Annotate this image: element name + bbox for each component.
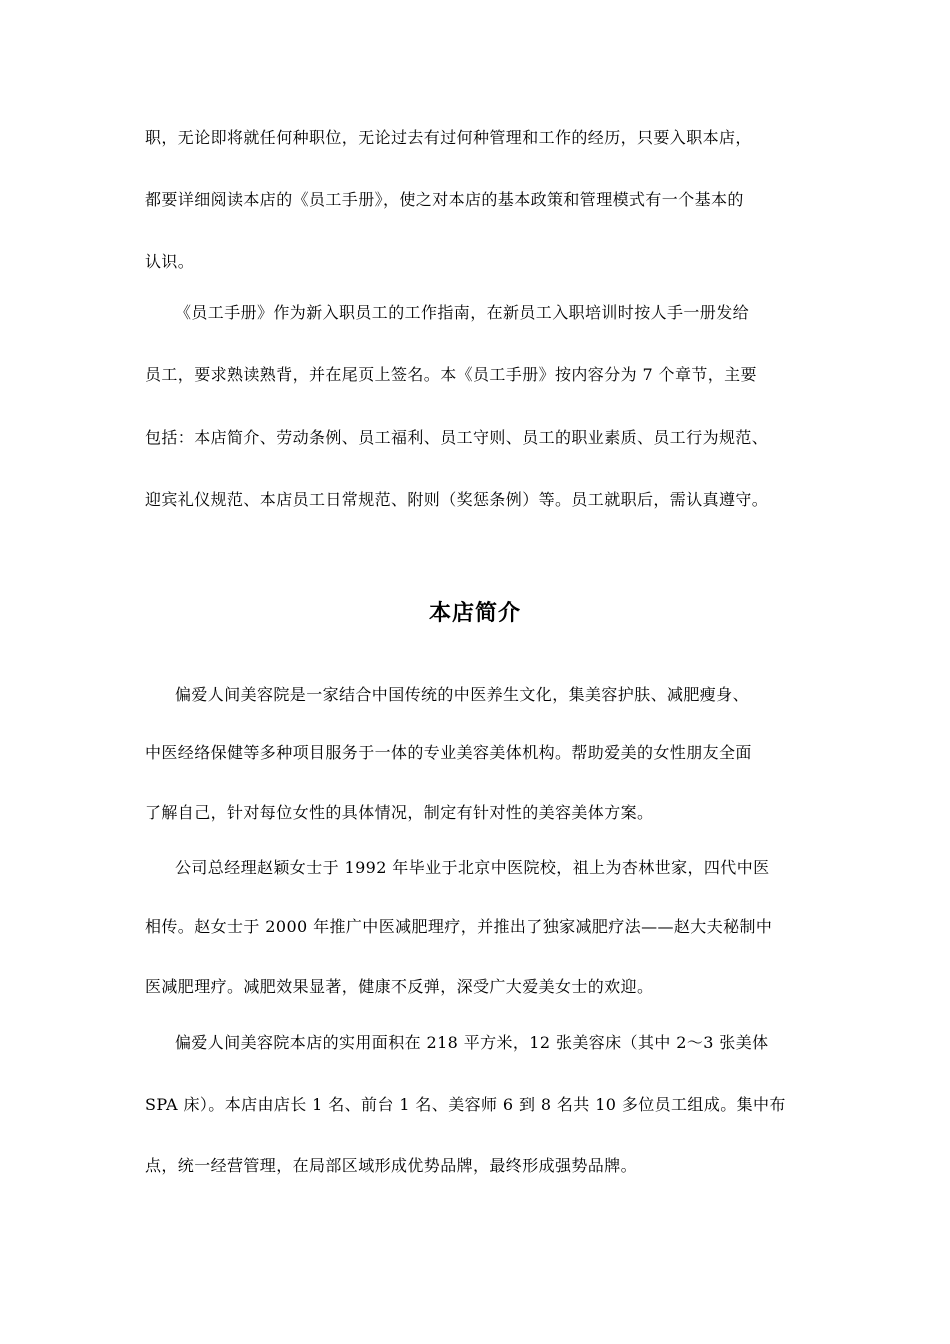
section-title: 本店简介: [428, 601, 521, 626]
intro-p2-line-4: 迎宾礼仪规范、本店员工日常规范、附则（奖惩条例）等。员工就职后，需认真遵守。: [145, 490, 769, 509]
section-p3-line-3: 点，统一经营管理，在局部区域形成优势品牌，最终形成强势品牌。: [145, 1156, 638, 1175]
section-p1-line-1: 偏爱人间美容院是一家结合中国传统的中医养生文化，集美容护肤、减肥瘦身、: [175, 685, 750, 704]
intro-p2-line-1: 《员工手册》作为新入职员工的工作指南，在新员工入职培训时按人手一册发给: [175, 303, 750, 322]
section-p1-line-2: 中医经络保健等多种项目服务于一体的专业美容美体机构。帮助爱美的女性朋友全面: [145, 743, 752, 762]
section-p1-line-3: 了解自己，针对每位女性的具体情况，制定有针对性的美容美体方案。: [145, 803, 654, 822]
section-p3-line-1: 偏爱人间美容院本店的实用面积在 218 平方米，12 张美容床（其中 2～3 张美体: [175, 1033, 769, 1052]
section-p2-line-2: 相传。赵女士于 2000 年推广中医减肥理疗，并推出了独家减肥疗法——赵大夫秘制中: [145, 917, 773, 936]
section-p3-line-2: SPA 床）。本店由店长 1 名、前台 1 名、美容师 6 到 8 名共 10 多位员工组成。集中布: [145, 1095, 786, 1114]
section-p2-line-3: 医减肥理疗。减肥效果显著，健康不反弹，深受广大爱美女士的欢迎。: [145, 977, 654, 996]
intro-p1-line-1: 职，无论即将就任何种职位，无论过去有过何种管理和工作的经历，只要入职本店，: [145, 128, 752, 147]
intro-p1-line-2: 都要详细阅读本店的《员工手册》，使之对本店的基本政策和管理模式有一个基本的: [145, 190, 744, 209]
intro-p2-line-3: 包括：本店简介、劳动条例、员工福利、员工守则、员工的职业素质、员工行为规范、: [145, 428, 769, 447]
section-p2-line-1: 公司总经理赵颖女士于 1992 年毕业于北京中医院校，祖上为杏林世家，四代中医: [175, 858, 770, 877]
intro-p1-line-3: 认识。: [145, 252, 195, 271]
intro-p2-line-2: 员工，要求熟读熟背，并在尾页上签名。本《员工手册》按内容分为 7 个章节，主要: [145, 365, 757, 384]
